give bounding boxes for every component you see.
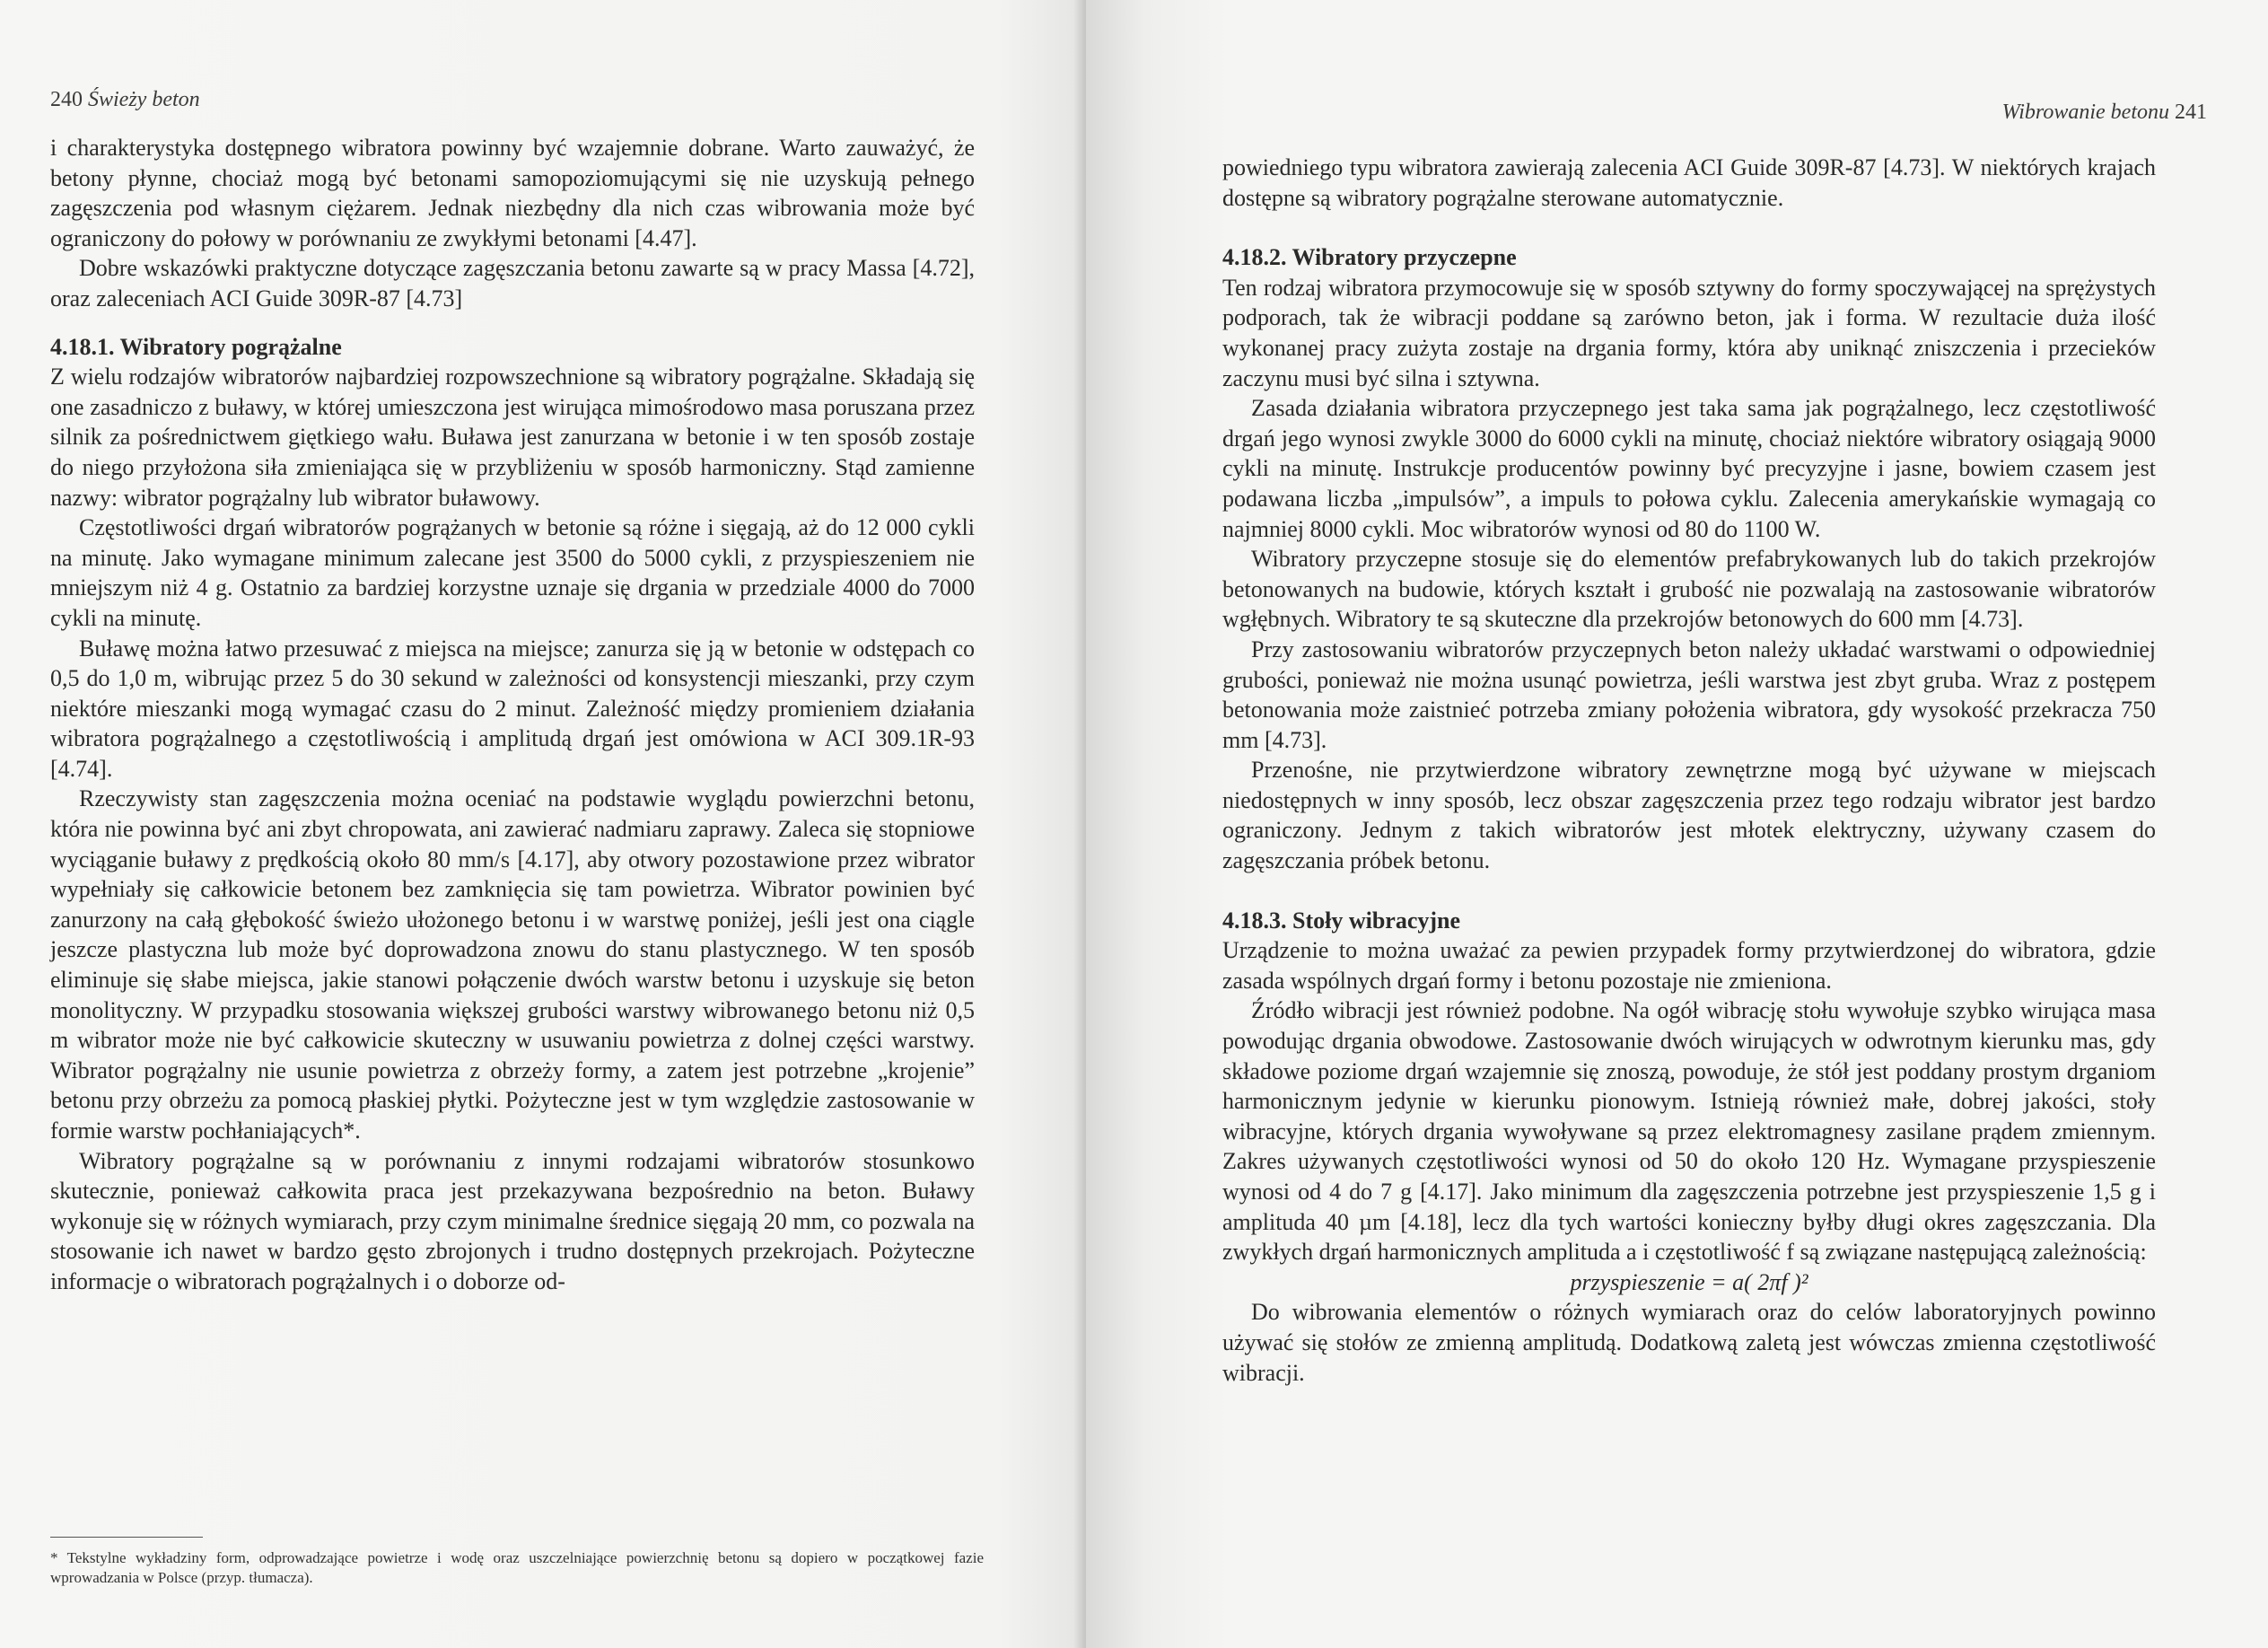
paragraph: powiedniego typu wibratora zawierają zalecenia ACI Guide 309R-87 [4.73]. W niektórych krajach dostępne są wibratory pogrążalne sterowane automatycznie.: [1222, 154, 2156, 211]
section-heading-4-18-3: 4.18.3. Stoły wibracyjne: [1222, 907, 1461, 934]
left-page-number: 240: [50, 88, 83, 111]
paragraph: Rzeczywisty stan zagęszczenia można oceniać na podstawie wyglądu powierzchni betonu, która nie powinna być ani zbyt chropowata, ani zawierać nadmiaru zaprawy. Zaleca się stopniowe wyciąganie buławy z prędkością około 80 mm/s [4.17], aby otwory pozostawione przez wibrator wypełniały się całkowicie betonem bez zamknięcia się tam powietrza. Wibrator powinien być zanurzony na całą głębokość świeżo ułożonego betonu i w warstwę poniżej, jeśli jest ona ciągle jeszcze plastyczna lub może być doprowadzona znowu do stanu plastycznego. W ten sposób eliminuje się słabe miejsca, jakie stanowi połączenie dwóch warstw betonu i uzyskuje się beton monolityczny. W przypadku stosowania większej grubości warstwy wibrowanego betonu niż 0,5 m wibrator może nie być całkowicie skuteczny w usuwaniu powietrza z dolnej części warstwy. Wibrator pogrążalny nie usunie powietrza z obrzeży formy, a zatem jest potrzebne „krojenie” betonu przy obrzeżu za pomocą płaskiej płytki. Pożyteczne jest w tym względzie zastosowanie w formie warstw pochłaniających*.: [50, 785, 975, 1144]
paragraph: Do wibrowania elementów o różnych wymiarach oraz do celów laboratoryjnych powinno używać się stołów ze zmienną amplitudą. Dodatkową zaletą jest wówczas zmienna częstotliwość wibracji.: [1222, 1299, 2156, 1386]
right-page: [1086, 0, 2268, 1648]
left-column: [50, 133, 975, 1297]
right-page-running-title: Wibrowanie betonu: [2001, 101, 2169, 124]
paragraph: Z wielu rodzajów wibratorów najbardziej rozpowszechnione są wibratory pogrążalne. Składają się one zasadniczo z buławy, w której umieszczona jest wirująca mimośrodowo masa poruszana przez silnik za pośrednictwem giętkiego wału. Buława jest zanurzana w betonie i w ten sposób zostaje do niego przyłożona siła zmieniająca się w przybliżeniu w sposób harmoniczny. Stąd zamienne nazwy: wibrator pogrążalny lub wibrator buławowy.: [50, 364, 975, 511]
right-column: [1222, 153, 2156, 1388]
section-heading-4-18-1: 4.18.1. Wibratory pogrążalne: [50, 333, 342, 360]
paragraph: Zasada działania wibratora przyczepnego jest taka sama jak pogrążalnego, lecz częstotliwość drgań jego wynosi zwykle 3000 do 6000 cykli na minutę, chociaż niektóre wibratory osiągają 9000 cykli na minutę. Instrukcje producentów powinny być precyzyjne i jasne, bowiem czasem jest podawana liczba „impulsów”, a impuls to połowa cyklu. Zalecenia amerykańskie wymagają co najmniej 8000 cykli. Moc wibratorów wynosi od 80 do 1100 W.: [1222, 395, 2156, 542]
paragraph: Ten rodzaj wibratora przymocowuje się w sposób sztywny do formy spoczywającej na sprężystych podporach, tak że wibracji poddane są zarówno beton, jak i forma. W rezultacie duża ilość wykonanej pracy zużyta zostaje na drgania formy, która aby uniknąć zniszczenia i przecieków zaczynu musi być silna i sztywna.: [1222, 274, 2156, 391]
left-page-running-title: Świeży beton: [88, 88, 200, 111]
left-page: [0, 0, 1086, 1648]
paragraph: Źródło wibracji jest również podobne. Na ogół wibrację stołu wywołuje szybko wirująca masa powodując drgania obwodowe. Zastosowanie dwóch wirujących w odwrotnym kierunku mas, gdy składowe poziome drgań wzajemnie się znoszą, powoduje, że stół jest poddany prostym drganiom harmonicznym jedynie w kierunku pionowym. Istnieją również małe, dobrej jakości, stoły wibracyjne, których drgania wywoływane są przez elektromagnesy zasilane prądem zmiennym. Zakres używanych częstotliwości wynosi od 50 do około 120 Hz. Wymagane przyspieszenie wynosi od 4 do 7 g [4.17]. Jako minimum dla zagęszczenia potrzebne jest przyspieszenie 1,5 g i amplituda 40 µm [4.18], lecz dla tych wartości konieczny byłby długi okres zagęszczania. Dla zwykłych drgań harmonicznych amplituda a i częstotliwość f są związane następującą zależnością:: [1222, 997, 2156, 1266]
paragraph: Urządzenie to można uważać za pewien przypadek formy przytwierdzonej do wibratora, gdzie zasada wspólnych drgań formy i betonu pozostaje nie zmieniona.: [1222, 937, 2156, 994]
section-heading-4-18-2: 4.18.2. Wibratory przyczepne: [1222, 244, 1517, 271]
paragraph: Buławę można łatwo przesuwać z miejsca na miejsce; zanurza się ją w betonie w odstępach co 0,5 do 1,0 m, wibrując przez 5 do 30 sekund w zależności od konsystencji mieszanki, przy czym niektóre mieszanki mogą wymagać czasu do 2 minut. Zależność między promieniem działania wibratora pogrążalnego a częstotliwością i amplitudą drgań jest omówiona w ACI 309.1R-93 [4.74].: [50, 635, 975, 782]
paragraph: Częstotliwości drgań wibratorów pogrążanych w betonie są różne i sięgają, aż do 12 000 cykli na minutę. Jako wymagane minimum zalecane jest 3500 do 5000 cykli, z przyspieszeniem nie mniejszym niż 4 g. Ostatnio za bardziej korzystne uznaje się drgania w przedziale 4000 do 7000 cykli na minutę.: [50, 514, 975, 631]
paragraph: Przenośne, nie przytwierdzone wibratory zewnętrzne mogą być używane w miejscach niedostępnych w inny sposób, lecz obszar zagęszczenia przez tego rodzaju wibrator jest bardzo ograniczony. Jednym z takich wibratorów jest młotek elektryczny, używany czasem do zagęszczania próbek betonu.: [1222, 757, 2156, 874]
paragraph: Wibratory przyczepne stosuje się do elementów prefabrykowanych lub do takich przekrojów betonowanych na budowie, których kształt i grubość nie pozwalają na zastosowanie wibratorów wgłębnych. Wibratory te są skuteczne dla przekrojów betonowych do 600 mm [4.73].: [1222, 546, 2156, 633]
paragraph: Dobre wskazówki praktyczne dotyczące zagęszczania betonu zawarte są w pracy Massa [4.72], oraz zaleceniach ACI Guide 309R-87 [4.73]: [50, 255, 975, 311]
footnote-rule: [50, 1537, 203, 1538]
paragraph: i charakterystyka dostępnego wibratora powinny być wzajemnie dobrane. Warto zauważyć, że betony płynne, chociaż mogą być betonami samopoziomującymi się nie uzyskują pełnego zagęszczenia pod własnym ciężarem. Jednak niezbędny dla nich czas wibrowania może być ograniczony do połowy w porównaniu ze zwykłymi betonami [4.47].: [50, 135, 975, 251]
paragraph: Wibratory pogrążalne są w porównaniu z innymi rodzajami wibratorów stosunkowo skutecznie, ponieważ całkowita praca jest przekazywana bezpośrednio na beton. Buławy wykonuje się w różnych wymiarach, przy czym minimalne średnice sięgają 20 mm, co pozwala na stosowanie ich nawet w bardzo gęsto zbrojonych i trudno dostępnych przekrojach. Pożyteczne informacje o wibratorach pogrążalnych i o doborze od-: [50, 1147, 975, 1294]
right-page-number: 241: [2175, 101, 2207, 124]
footnote: [50, 1537, 984, 1588]
footnote-text: * Tekstylne wykładziny form, odprowadzające powietrze i wodę oraz uszczelniające powierzchnię betonu są dopiero w początkowej fazie wprowadzania w Polsce (przyp. tłumacza).: [50, 1549, 984, 1586]
acceleration-formula: przyspieszenie = a( 2πf )²: [1570, 1268, 1808, 1295]
paragraph: Przy zastosowaniu wibratorów przyczepnych beton należy układać warstwami o odpowiedniej grubości, ponieważ nie można usunąć powietrza, jeśli warstwa jest zbyt gruba. Wraz z postępem betonowania może zaistnieć potrzeba zmiany położenia wibratora, gdy wysokość przekracza 750 mm [4.73].: [1222, 636, 2156, 753]
left-page-header: [50, 88, 200, 112]
right-page-header: [2002, 101, 2207, 125]
